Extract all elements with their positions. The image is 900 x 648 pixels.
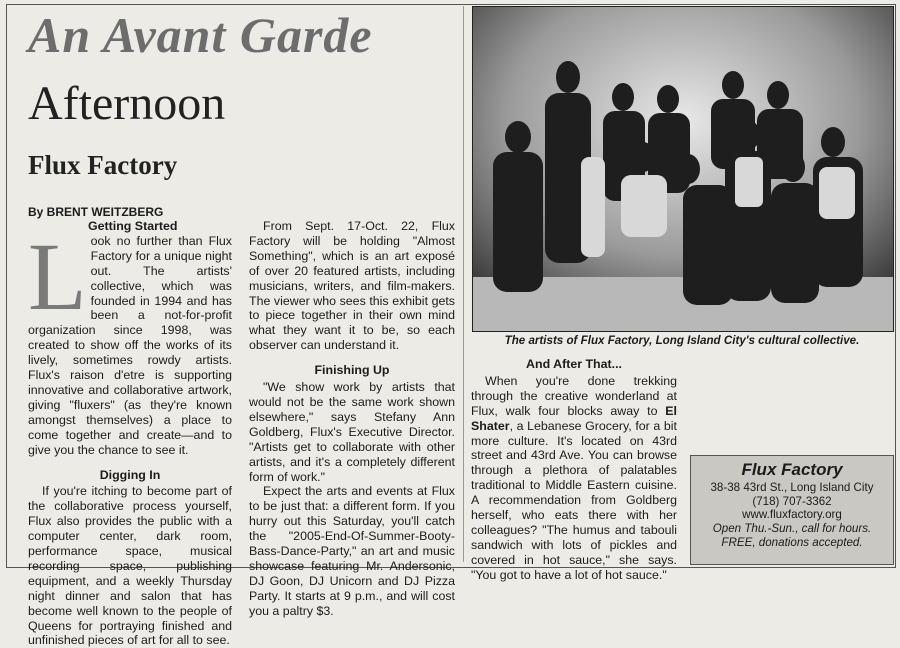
paragraph-5: Expect the arts and events at Flux to be just that: a different form. If you hurry out this Saturday, you'll catch the "2005-End-Of-Summer-Booty-Bass-Dance-Party," an art and music showcase featuring Mr. Andersonic, DJ Goon, DJ Unicorn and DJ Pizza Party. It starts at 9 p.m., and will cost you a paltry $3.: [249, 484, 455, 618]
venue-info-title: Flux Factory: [741, 460, 843, 479]
section-heading-getting-started: Getting Started: [88, 219, 178, 233]
venue-hours: Open Thu.-Sun., call for hours.: [712, 522, 872, 536]
paragraph-6-part-b: , a Lebanese Grocery, for a bit more culture. It's located on 43rd street and 43rd Ave. You can browse through a plethora of palatables traditional to Middle Eastern cuisine. A recommendation from Goldberg herself, who eats there with her colleagues? "The humus and tabouli sandwich with lots of pickles and covered in hot sauce," she says. "You got to have a lot of hot sauce.": [471, 418, 677, 582]
section-heading-finishing-up: Finishing Up: [314, 363, 390, 378]
column-divider: [463, 6, 464, 562]
photo-caption: The artists of Flux Factory, Long Island City's cultural collective.: [504, 334, 860, 347]
article-column-1: [28, 219, 232, 648]
drop-cap: L: [28, 222, 87, 330]
venue-website: www.fluxfactory.org: [742, 508, 842, 522]
article-column-3: [471, 357, 677, 583]
venue-phone: (718) 707-3362: [752, 494, 832, 508]
paragraph-2: If you're itching to become part of the collaborative process yourself, Flux also provides the public with a computer center, dark room, performance space, musical recording space, publishing equipment, and a weekly Thursday night dinner and salon that has become well known to the people of Queens for portraying finished and unfinished pieces of art for all to see.: [28, 484, 232, 648]
paragraph-6: [471, 374, 677, 583]
venue-price: FREE, donations accepted.: [721, 535, 863, 549]
section-heading-digging-in: Digging In: [99, 467, 161, 482]
paragraph-4: "We show work by artists that would not be the same work shown elsewhere," says Stefany Ann Goldberg, Flux's Executive Director. "Artists get to collaborate with other artists, and it's a completely different form of work.": [249, 380, 455, 484]
el-shater-name: El Shater: [471, 403, 677, 433]
venue-info-box: [690, 455, 894, 565]
article-column-2: [249, 219, 455, 619]
section-heading-and-after-that: And After That...: [526, 357, 622, 371]
group-photo-image: [473, 7, 893, 331]
group-photo: [472, 6, 894, 332]
paragraph-6-part-a: When you're done trekking through the creative wonderland at Flux, walk four blocks away to: [471, 373, 677, 418]
headline-line-2: Afternoon: [28, 77, 226, 130]
paragraph-1: ook no further than Flux Factory for a unique night out. The artists' collective, which was founded in 1994 and has been a not-for-profit organization since 1998, was created to show off the works of its lively, sometimes rowdy artists. Flux's raison d'etre is supporting innovative and collaborative artwork, giving "fluxers" (as they're known amongst themselves) a place to come together and create—and to give you the chance to see it.: [28, 233, 232, 457]
byline: By BRENT WEITZBERG: [28, 205, 164, 219]
venue-address: 38-38 43rd St., Long Island City: [710, 480, 874, 494]
paragraph-3: From Sept. 17-Oct. 22, Flux Factory will be holding "Almost Something", which is an art exposé of over 20 featured artists, including musicians, writers, and film-makers. The viewer who sees this exhibit gets to piece together in their own mind what they want it to be, so each observer can understand it.: [249, 219, 455, 353]
headline-subtitle: Flux Factory: [28, 150, 178, 180]
headline-line-1: An Avant Garde: [28, 7, 373, 63]
